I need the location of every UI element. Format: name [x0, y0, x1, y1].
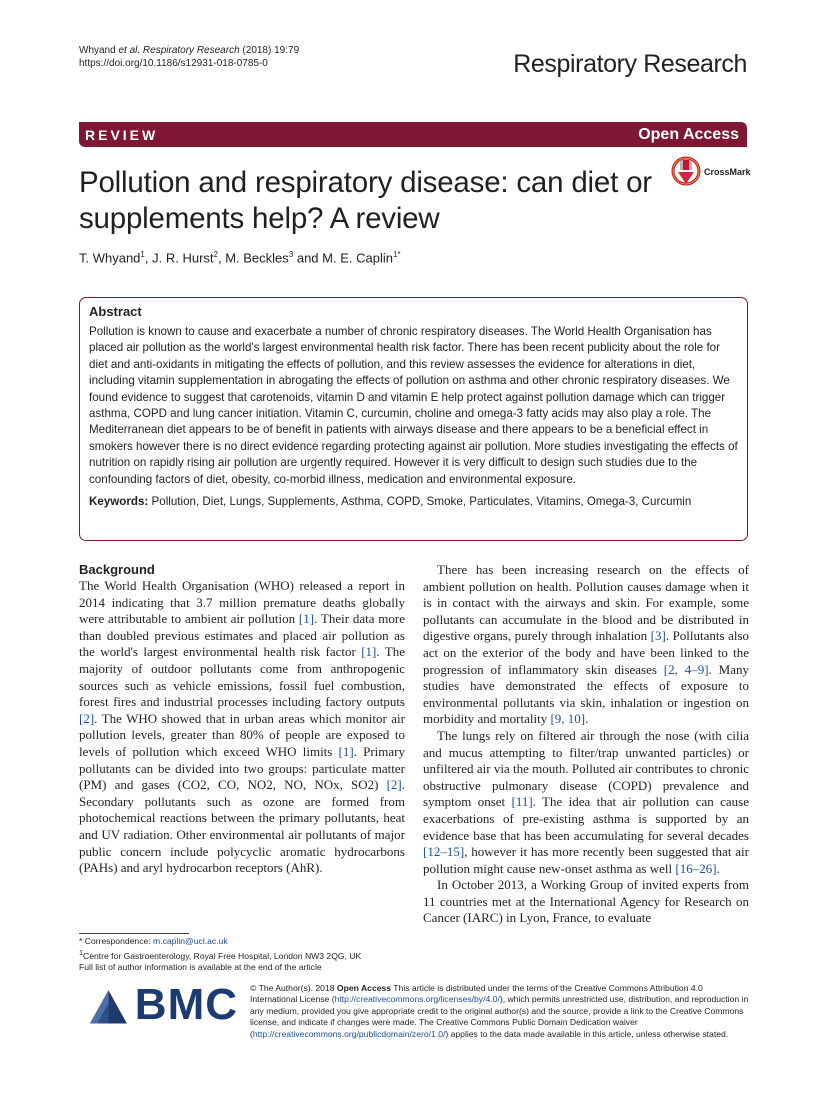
text-run: . The WHO showed that in urban areas which monitor air pollution levels, greater than 80% of people are exposed to levels of pollution which exceed WHO limits: [79, 710, 405, 759]
footnotes: [79, 936, 409, 973]
text-run: . Many studies have demonstrated the effects of exposure to environmental pollutants via skin, inhalation or ingestion on morbidity and mortality: [423, 661, 749, 727]
citation-reference-link[interactable]: [2]: [386, 777, 402, 793]
keywords-label: Keywords:: [89, 495, 149, 509]
header-citation: [79, 44, 299, 70]
citation-reference-link[interactable]: [3]: [650, 628, 666, 644]
crossmark-icon: [671, 156, 701, 188]
citation-reference-link[interactable]: [1]: [298, 611, 315, 627]
text-run: . Secondary pollutants such as ozone are formed from photochemical reactions between the primary pollutants, heat and UV radiation. Other environmental air pollutants of major public concern include polycyclic aromatic hydrocarbons (PAHs) and aryl hydrocarbon receptors (AhR).: [79, 777, 405, 876]
footnote-divider: [79, 933, 189, 934]
text-run: . The majority of outdoor pollutants come from anthropogenic sources such as vehicle emissions, fossil fuel combustion, forest fires and industrial processes including factory outputs: [79, 644, 405, 710]
crossmark-label: CrossMark: [704, 167, 751, 177]
article-type-banner: [79, 122, 747, 147]
body-paragraph: [423, 562, 749, 728]
author-separator: ,: [217, 250, 226, 266]
author-name[interactable]: M. Beckles: [225, 250, 289, 266]
citation-journal: et al. Respiratory Research: [118, 45, 240, 56]
open-access-label: Open Access: [638, 125, 739, 143]
text-run: . Pollutants also act on the exterior of the body and have been linked to the progression of inflammatory skin diseases: [423, 628, 750, 677]
article-type-label: REVIEW: [85, 126, 159, 143]
text-run: The World Health Organisation (WHO) released a report in 2014 indicating that 3.7 million premature deaths globally were attributable to ambient air pollution: [79, 578, 405, 627]
keywords: [89, 494, 739, 510]
background-heading: Background: [79, 562, 155, 577]
text-run: There has been increasing research on the effects of ambient pollution on health. Pollution causes damage when it is in contact with the airways and skin. For example, some pollutants can accumulate in the blood and be distributed in digestive organs, purely through inhalation: [423, 562, 749, 644]
author-affiliation-marker: 3: [288, 250, 294, 259]
author-affiliation-marker: 1*: [392, 250, 401, 259]
abstract-heading: Abstract: [89, 304, 142, 319]
citation-reference-link[interactable]: [1]: [361, 644, 377, 660]
crossmark-badge[interactable]: [671, 152, 751, 192]
author-separator: and: [293, 250, 323, 266]
bmc-logo: [88, 982, 238, 1028]
doi-link[interactable]: https://doi.org/10.1186/s12931-018-0785-0: [79, 58, 268, 69]
affiliation-line: [79, 948, 409, 962]
text-run: ), which permits unrestricted use, distribution, and reproduction in any medium, provided you give appropriate credit to the original author(s) and the source, provide a link to the Creative Commons license, and indicate if changes were made. The Creative Commons Public Domain Dedication waiver (: [250, 994, 749, 1039]
text-run: This article is distributed under the terms of the Creative Commons Attribution 4.0 International License (: [250, 983, 703, 1005]
body-right-column: [423, 562, 749, 927]
citation-reference-link[interactable]: [12–15]: [423, 844, 465, 860]
text-run: The lungs rely on filtered air through the nose (with cilia and mucus attempting to filter/trap unwanted particles) or unfiltered air via the mouth. Polluted air contributes to chronic obstructive pulmonary disease (COPD) prevalence and symptom onset: [423, 727, 749, 810]
author-affiliation-marker: 1: [140, 250, 145, 259]
text-run: . The idea that air pollution can cause exacerbations of pre-existing asthma is supported by an evidence base that has been accumulating for several decades: [423, 794, 749, 843]
article-title: Pollution and respiratory disease: can diet or supplements help? A review: [79, 166, 652, 235]
author-name[interactable]: M. E. Caplin: [322, 250, 393, 266]
abstract-box: [79, 297, 748, 541]
affiliation-marker: 1: [79, 948, 83, 957]
text-run: In October 2013, a Working Group of invited experts from 11 countries met at the International Agency for Research on Cancer (IARC) in Lyon, France, to evaluate: [423, 877, 749, 926]
affiliation-text: Centre for Gastroenterology, Royal Free Hospital, London NW3 2QG, UK: [82, 950, 362, 961]
journal-name: Respiratory Research: [513, 50, 747, 78]
correspondence-label: * Correspondence:: [79, 936, 154, 946]
citation-reference-link[interactable]: [2, 4–9]: [663, 661, 709, 677]
author-list: [79, 250, 401, 265]
author-info-note: Full list of author information is available at the end of the article: [79, 961, 322, 972]
author-name[interactable]: T. Whyand: [79, 250, 141, 266]
keywords-list: Pollution, Diet, Lungs, Supplements, Asthma, COPD, Smoke, Particulates, Vitamins, Omega-3, Curcumin: [151, 495, 692, 509]
license-text: [250, 983, 750, 1040]
citation-reference-link[interactable]: [2]: [79, 710, 95, 726]
author-separator: ,: [144, 250, 153, 266]
bold-text: Open Access: [336, 983, 392, 993]
correspondence-line: [79, 936, 409, 948]
body-left-column: [79, 562, 405, 877]
body-paragraph: [79, 578, 405, 877]
abstract-text: Pollution is known to cause and exacerbate a number of chronic respiratory diseases. The World Health Organisation has placed air pollution as the world's largest environmental health risk factor. There has been recent publicity about the role for diet and anti-oxidants in mitigating the effects of pollution, and this review assesses the evidence for alterations in diet, including vitamin supplementation in abrogating the effects of pollution on asthma and other chronic respiratory diseases. We found evidence to suggest that carotenoids, vitamin D and vitamin E help protect against pollution damage which can trigger asthma, COPD and lung cancer initiation. Vitamin C, curcumin, choline and omega-3 fatty acids may also play a role. The Mediterranean diet appears to be of benefit in patients with airways disease and there appears to be a beneficial effect in smokers however there is no direct evidence regarding protecting against air pollution. More studies investigating the effects of nutrition on rapidly rising air pollution are urgently required. However it is very difficult to design such studies due to the confounding factors of diet, obesity, co-morbid illness, medication and environmental exposure.: [89, 325, 738, 486]
correspondence-email[interactable]: m.caplin@ucl.ac.uk: [153, 936, 228, 946]
citation-authors: Whyand: [79, 45, 116, 56]
text-run: .: [585, 711, 589, 727]
citation-reference-link[interactable]: [9, 10]: [550, 711, 586, 727]
text-run: . Their data more than doubled previous estimates and placed air pollution as the world's largest environmental health risk factor: [79, 611, 406, 660]
bmc-logo-text: BMC: [134, 980, 238, 1029]
bmc-logo-icon: [88, 983, 129, 1027]
citation-reference-link[interactable]: [11]: [511, 794, 533, 810]
text-run: , however it has more recently been suggested that air pollution might cause new-onset asthma as well: [423, 844, 749, 876]
citation-line: [79, 44, 299, 57]
author-name[interactable]: J. R. Hurst: [152, 250, 214, 266]
license-url-link[interactable]: http://creativecommons.org/licenses/by/4.0/: [334, 994, 500, 1005]
body-paragraph: [423, 728, 749, 877]
body-paragraph: [423, 877, 749, 927]
license-url-link[interactable]: http://creativecommons.org/publicdomain/zero/1.0/: [252, 1028, 446, 1039]
citation-reference-link[interactable]: [16–26]: [675, 860, 717, 876]
text-run: © The Author(s). 2018: [250, 983, 337, 993]
text-run: . Primary pollutants can be divided into two groups: particulate matter (PM) and gases (CO2, CO, NO2, NO, NOx, SO2): [79, 743, 405, 793]
text-run: ) applies to the data made available in this article, unless otherwise stated.: [445, 1028, 729, 1039]
citation-reference-link[interactable]: [1]: [338, 743, 354, 759]
author-affiliation-marker: 2: [213, 250, 218, 259]
citation-year-volume: (2018) 19:79: [242, 45, 300, 56]
text-run: .: [716, 860, 720, 876]
